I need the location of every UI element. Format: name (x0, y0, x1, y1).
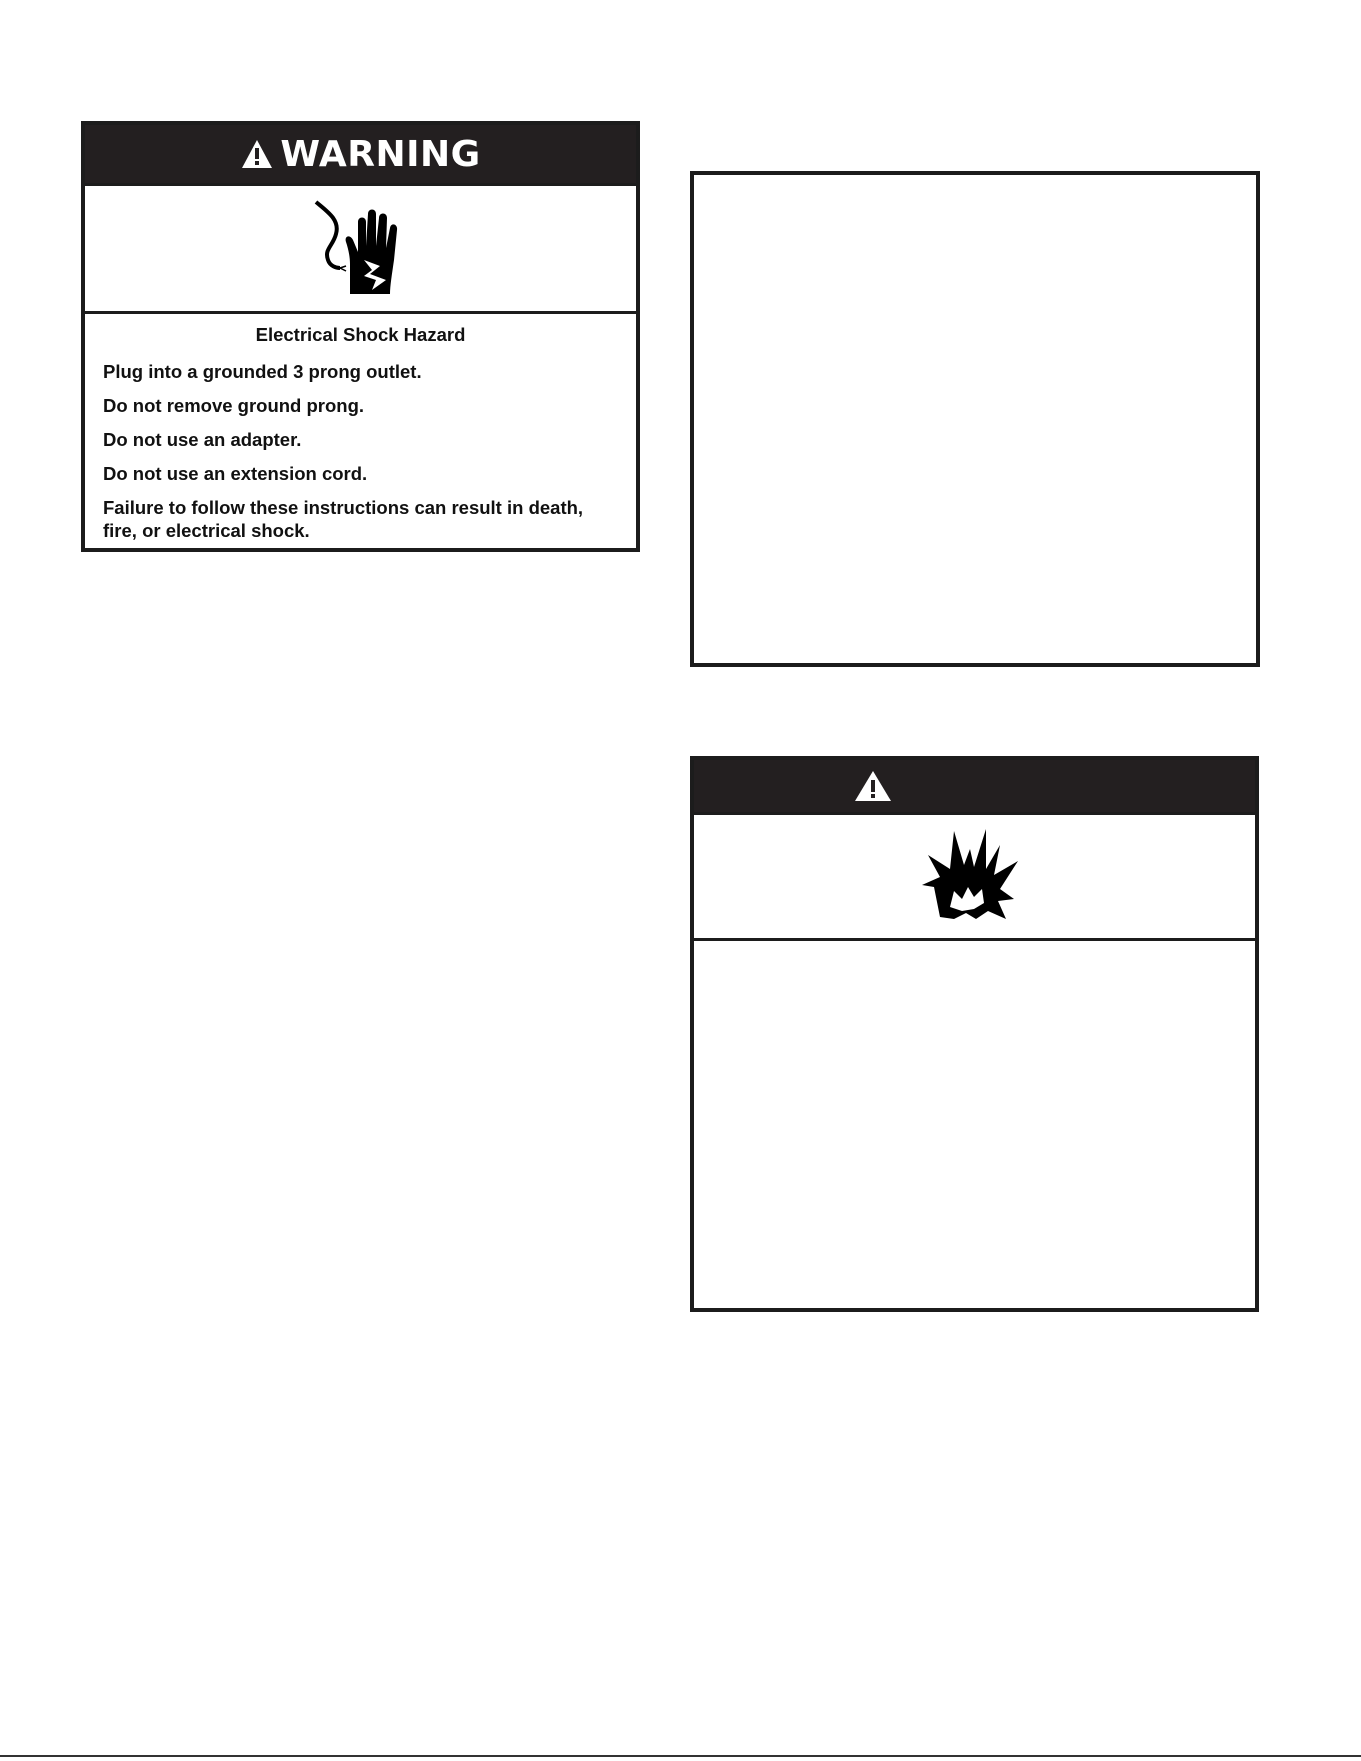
warning-header-word: WARNING (280, 133, 481, 175)
explosion-warning-box (690, 756, 1259, 1312)
empty-box (690, 171, 1260, 667)
electrical-shock-warning-box (81, 121, 640, 552)
page-bottom-rule (0, 1755, 1361, 1757)
warning-header (85, 125, 636, 183)
instruction-line: Do not use an extension cord. (103, 463, 368, 484)
instruction-line: Plug into a grounded 3 prong outlet. (103, 361, 422, 382)
instruction-line: Do not remove ground prong. (103, 395, 365, 416)
instruction-line: Do not use an adapter. (103, 429, 302, 450)
explosion-icon (920, 827, 1030, 927)
explosion-header (694, 760, 1255, 812)
warning-icon-area (85, 183, 636, 314)
warning-text-area (85, 314, 636, 542)
explosion-icon-area (694, 812, 1255, 941)
electrical-shock-hand-icon (306, 194, 416, 304)
warning-triangle-icon (854, 770, 892, 802)
warning-triangle-icon (240, 138, 274, 170)
instruction-line: Failure to follow these instructions can result in death, fire, or electrical shock. (103, 497, 584, 541)
hazard-title: Electrical Shock Hazard (255, 324, 466, 345)
